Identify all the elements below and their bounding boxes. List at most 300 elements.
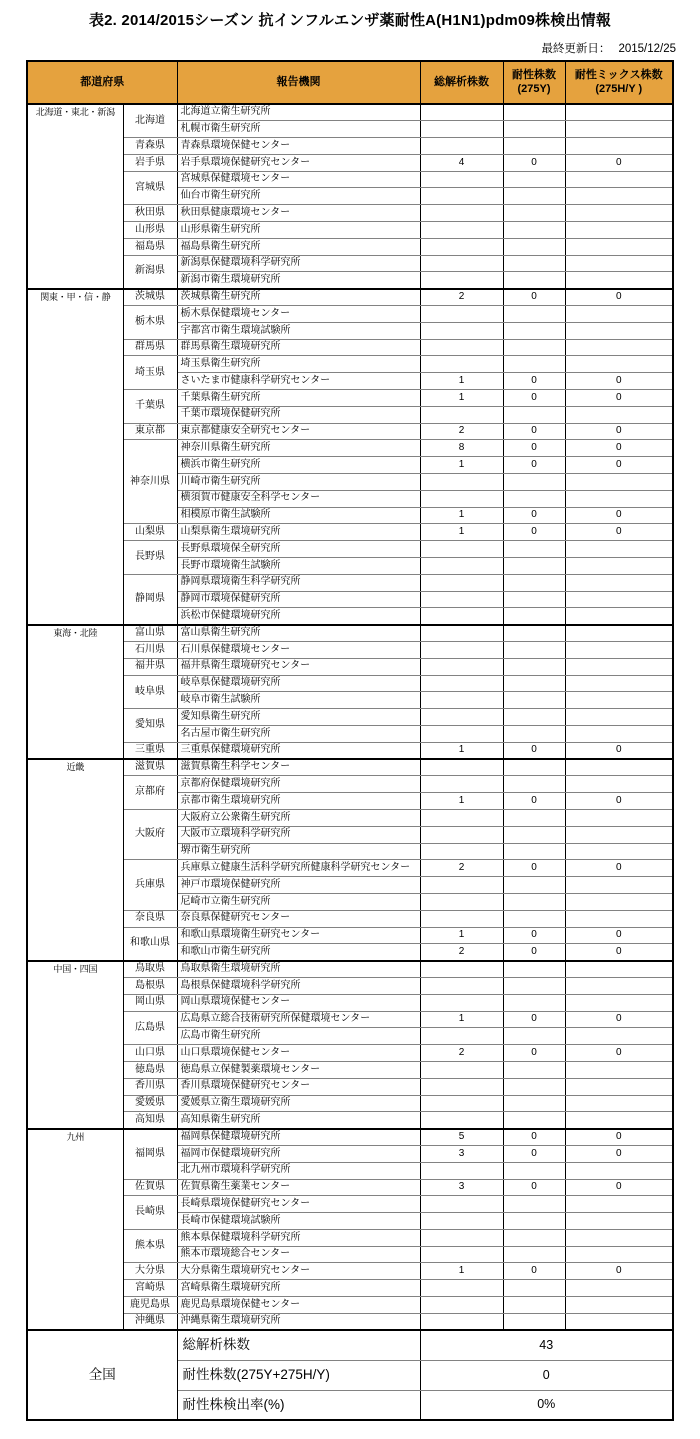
organization-cell: 滋賀県衛生科学センター	[177, 759, 420, 776]
resistant-strains-cell	[503, 692, 565, 709]
prefecture-cell: 宮崎県	[123, 1280, 177, 1297]
total-strains-cell	[420, 1229, 503, 1246]
resistant-mix-strains-cell	[565, 809, 673, 826]
total-strains-cell	[420, 255, 503, 272]
region-cell: 近畿	[27, 759, 123, 961]
resistant-mix-strains-cell	[565, 826, 673, 843]
resistant-mix-strains-cell	[565, 541, 673, 558]
resistant-mix-strains-cell	[565, 1229, 673, 1246]
resistant-mix-strains-cell: 0	[565, 860, 673, 877]
organization-cell: 宮崎県衛生環境研究所	[177, 1280, 420, 1297]
resistant-mix-strains-cell	[565, 625, 673, 642]
resistant-mix-strains-cell	[565, 591, 673, 608]
resistant-strains-cell: 0	[503, 1011, 565, 1028]
organization-cell: 尼崎市立衛生研究所	[177, 893, 420, 910]
table-row	[27, 910, 673, 927]
organization-cell: 高知県衛生研究所	[177, 1112, 420, 1129]
organization-cell: 広島県立総合技術研究所保健環境センター	[177, 1011, 420, 1028]
resistant-mix-strains-cell	[565, 1313, 673, 1330]
table-row	[27, 171, 673, 188]
summary-region-cell: 全国	[27, 1330, 177, 1420]
resistant-strains-cell	[503, 558, 565, 575]
table-row	[27, 154, 673, 171]
prefecture-cell: 青森県	[123, 138, 177, 155]
table-row	[27, 1280, 673, 1297]
total-strains-cell	[420, 238, 503, 255]
total-strains-cell	[420, 1213, 503, 1230]
organization-cell: 長野市環境衛生試験所	[177, 558, 420, 575]
resistant-mix-strains-cell	[565, 272, 673, 289]
total-strains-cell	[420, 877, 503, 894]
resistant-strains-cell: 0	[503, 1145, 565, 1162]
organization-cell: 茨城県衛生研究所	[177, 289, 420, 306]
resistant-mix-strains-cell	[565, 205, 673, 222]
resistant-mix-strains-cell	[565, 776, 673, 793]
resistant-strains-cell	[503, 356, 565, 373]
organization-cell: 山梨県衛生環境研究所	[177, 524, 420, 541]
organization-cell: 奈良県保健研究センター	[177, 910, 420, 927]
organization-cell: 宇都宮市衛生環境試験所	[177, 322, 420, 339]
resistant-mix-strains-cell	[565, 238, 673, 255]
table-row	[27, 709, 673, 726]
resistant-mix-strains-cell	[565, 490, 673, 507]
total-strains-cell	[420, 171, 503, 188]
resistant-mix-strains-cell	[565, 642, 673, 659]
column-header-resistant-mix-strains	[565, 61, 673, 104]
total-strains-cell	[420, 222, 503, 239]
total-strains-cell	[420, 826, 503, 843]
organization-cell: 佐賀県衛生薬業センター	[177, 1179, 420, 1196]
prefecture-cell: 静岡県	[123, 574, 177, 624]
resistant-mix-strains-cell	[565, 1061, 673, 1078]
prefecture-cell: 秋田県	[123, 205, 177, 222]
resistant-strains-cell	[503, 1095, 565, 1112]
total-strains-cell	[420, 809, 503, 826]
table-row	[27, 138, 673, 155]
resistant-mix-strains-cell	[565, 977, 673, 994]
resistant-strains-cell	[503, 709, 565, 726]
table-row	[27, 675, 673, 692]
resistant-strains-cell	[503, 406, 565, 423]
prefecture-cell: 岐阜県	[123, 675, 177, 709]
resistant-strains-cell	[503, 608, 565, 625]
total-strains-cell: 5	[420, 1129, 503, 1146]
column-header-resistant-strains	[503, 61, 565, 104]
resistant-mix-strains-cell	[565, 1246, 673, 1263]
summary-label-cell: 総解析株数	[177, 1330, 420, 1360]
last-updated-date: 2015/12/25	[618, 43, 676, 55]
summary-row	[27, 1330, 673, 1360]
table-row	[27, 776, 673, 793]
total-strains-cell	[420, 188, 503, 205]
total-strains-cell	[420, 1061, 503, 1078]
organization-cell: 静岡市環境保健研究所	[177, 591, 420, 608]
organization-cell: 横浜市衛生研究所	[177, 457, 420, 474]
total-strains-cell	[420, 1028, 503, 1045]
resistant-mix-strains-cell	[565, 1112, 673, 1129]
table-row	[27, 1263, 673, 1280]
resistant-strains-cell	[503, 541, 565, 558]
summary-section	[27, 1330, 673, 1420]
prefecture-cell: 大阪府	[123, 809, 177, 859]
prefecture-cell: 鹿児島県	[123, 1297, 177, 1314]
organization-cell: 新潟県保健環境科学研究所	[177, 255, 420, 272]
prefecture-cell: 岡山県	[123, 994, 177, 1011]
prefecture-cell: 群馬県	[123, 339, 177, 356]
total-strains-cell	[420, 910, 503, 927]
prefecture-cell: 神奈川県	[123, 440, 177, 524]
table-row	[27, 356, 673, 373]
organization-cell: 愛媛県立衛生環境研究所	[177, 1095, 420, 1112]
resistant-strains-cell	[503, 591, 565, 608]
region-cell: 関東・甲・信・静	[27, 289, 123, 625]
total-strains-cell: 2	[420, 1045, 503, 1062]
total-strains-cell	[420, 1162, 503, 1179]
resistant-mix-strains-cell	[565, 725, 673, 742]
organization-cell: 宮城県保健環境センター	[177, 171, 420, 188]
prefecture-cell: 大分県	[123, 1263, 177, 1280]
header-row	[27, 61, 673, 104]
prefecture-cell: 和歌山県	[123, 927, 177, 961]
organization-cell: 神奈川県衛生研究所	[177, 440, 420, 457]
organization-cell: 堺市衛生研究所	[177, 843, 420, 860]
total-strains-cell	[420, 725, 503, 742]
total-strains-cell	[420, 759, 503, 776]
total-strains-cell	[420, 608, 503, 625]
total-strains-cell	[420, 474, 503, 491]
prefecture-cell: 兵庫県	[123, 860, 177, 910]
resistant-mix-strains-cell: 0	[565, 1145, 673, 1162]
total-strains-cell	[420, 356, 503, 373]
resistant-strains-cell: 0	[503, 742, 565, 759]
resistant-strains-cell	[503, 809, 565, 826]
resistant-mix-strains-cell: 0	[565, 440, 673, 457]
total-strains-cell: 1	[420, 1263, 503, 1280]
summary-label-cell: 耐性株検出率(%)	[177, 1390, 420, 1420]
summary-value-cell: 0%	[420, 1390, 673, 1420]
resistant-mix-strains-cell: 0	[565, 742, 673, 759]
resistant-mix-strains-cell: 0	[565, 927, 673, 944]
table-row	[27, 440, 673, 457]
resistant-strains-cell: 0	[503, 1179, 565, 1196]
table-row	[27, 927, 673, 944]
organization-cell: 北九州市環境科学研究所	[177, 1162, 420, 1179]
resistant-mix-strains-cell: 0	[565, 457, 673, 474]
table-row	[27, 238, 673, 255]
total-strains-cell	[420, 104, 503, 121]
resistant-mix-strains-cell	[565, 406, 673, 423]
prefecture-cell: 鳥取県	[123, 961, 177, 978]
table-row	[27, 255, 673, 272]
resistant-mix-strains-cell	[565, 474, 673, 491]
resistant-strains-cell	[503, 1280, 565, 1297]
resistant-mix-strains-cell	[565, 1280, 673, 1297]
table-row	[27, 1095, 673, 1112]
total-strains-cell: 1	[420, 927, 503, 944]
total-strains-cell: 3	[420, 1145, 503, 1162]
resistant-strains-cell: 0	[503, 944, 565, 961]
table-row	[27, 742, 673, 759]
organization-cell: 浜松市保健環境研究所	[177, 608, 420, 625]
resistant-strains-cell	[503, 642, 565, 659]
table-row	[27, 574, 673, 591]
resistant-mix-strains-cell: 0	[565, 390, 673, 407]
column-header-mix-line1: 耐性ミックス株数	[574, 68, 663, 81]
resistant-mix-strains-cell	[565, 1162, 673, 1179]
table-row	[27, 306, 673, 323]
organization-cell: 大分県衛生環境研究センター	[177, 1263, 420, 1280]
resistant-mix-strains-cell	[565, 356, 673, 373]
resistant-strains-cell: 0	[503, 524, 565, 541]
resistant-mix-strains-cell	[565, 1196, 673, 1213]
organization-cell: 和歌山市衛生研究所	[177, 944, 420, 961]
resistant-mix-strains-cell: 0	[565, 1045, 673, 1062]
resistant-strains-cell	[503, 1229, 565, 1246]
resistant-strains-cell: 0	[503, 457, 565, 474]
resistant-strains-cell: 0	[503, 390, 565, 407]
organization-cell: 埼玉県衛生研究所	[177, 356, 420, 373]
total-strains-cell	[420, 406, 503, 423]
table-row	[27, 1112, 673, 1129]
organization-cell: 秋田県健康環境センター	[177, 205, 420, 222]
table-row	[27, 658, 673, 675]
resistant-mix-strains-cell: 0	[565, 1179, 673, 1196]
resistant-strains-cell	[503, 255, 565, 272]
resistant-mix-strains-cell: 0	[565, 423, 673, 440]
total-strains-cell	[420, 1297, 503, 1314]
resistant-mix-strains-cell	[565, 574, 673, 591]
table-body	[27, 104, 673, 1330]
table-row	[27, 759, 673, 776]
organization-cell: 福井県衛生環境研究センター	[177, 658, 420, 675]
resistant-mix-strains-cell	[565, 893, 673, 910]
total-strains-cell	[420, 558, 503, 575]
organization-cell: 青森県環境保健センター	[177, 138, 420, 155]
prefecture-cell: 新潟県	[123, 255, 177, 289]
resistant-mix-strains-cell	[565, 658, 673, 675]
table-row	[27, 1045, 673, 1062]
column-header-resistant-line1: 耐性株数	[512, 68, 556, 81]
organization-cell: 福岡市保健環境研究所	[177, 1145, 420, 1162]
organization-cell: 和歌山県環境衛生研究センター	[177, 927, 420, 944]
table-row	[27, 625, 673, 642]
resistant-strains-cell	[503, 238, 565, 255]
resistant-mix-strains-cell	[565, 675, 673, 692]
total-strains-cell	[420, 658, 503, 675]
last-updated	[24, 40, 676, 56]
resistant-strains-cell: 0	[503, 1045, 565, 1062]
table-row	[27, 1129, 673, 1146]
resistant-strains-cell	[503, 877, 565, 894]
table-row	[27, 642, 673, 659]
organization-cell: 石川県保健環境センター	[177, 642, 420, 659]
prefecture-cell: 高知県	[123, 1112, 177, 1129]
total-strains-cell	[420, 625, 503, 642]
summary-label-cell: 耐性株数(275Y+275H/Y)	[177, 1360, 420, 1390]
organization-cell: 徳島県立保健製薬環境センター	[177, 1061, 420, 1078]
organization-cell: 愛知県衛生研究所	[177, 709, 420, 726]
prefecture-cell: 島根県	[123, 977, 177, 994]
table-row	[27, 809, 673, 826]
resistant-strains-cell	[503, 1297, 565, 1314]
resistant-strains-cell	[503, 474, 565, 491]
resistant-mix-strains-cell	[565, 961, 673, 978]
total-strains-cell	[420, 977, 503, 994]
region-cell: 九州	[27, 1129, 123, 1331]
organization-cell: 栃木県保健環境センター	[177, 306, 420, 323]
resistant-mix-strains-cell: 0	[565, 507, 673, 524]
organization-cell: 島根県保健環境科学研究所	[177, 977, 420, 994]
total-strains-cell: 8	[420, 440, 503, 457]
organization-cell: 山形県衛生研究所	[177, 222, 420, 239]
total-strains-cell	[420, 1196, 503, 1213]
prefecture-cell: 山形県	[123, 222, 177, 239]
resistant-strains-cell	[503, 205, 565, 222]
resistant-strains-cell: 0	[503, 1263, 565, 1280]
resistant-mix-strains-cell	[565, 188, 673, 205]
resistant-mix-strains-cell	[565, 1095, 673, 1112]
resistant-strains-cell: 0	[503, 289, 565, 306]
total-strains-cell	[420, 272, 503, 289]
resistant-strains-cell	[503, 1112, 565, 1129]
column-header-organization: 報告機関	[177, 61, 420, 104]
total-strains-cell: 4	[420, 154, 503, 171]
prefecture-cell: 愛知県	[123, 709, 177, 743]
table-row	[27, 1011, 673, 1028]
resistant-mix-strains-cell: 0	[565, 373, 673, 390]
summary-value-cell: 43	[420, 1330, 673, 1360]
resistant-strains-cell	[503, 138, 565, 155]
resistant-strains-cell	[503, 776, 565, 793]
total-strains-cell	[420, 1246, 503, 1263]
resistant-mix-strains-cell: 0	[565, 793, 673, 810]
column-header-total-strains: 総解析株数	[420, 61, 503, 104]
organization-cell: 富山県衛生研究所	[177, 625, 420, 642]
total-strains-cell	[420, 1112, 503, 1129]
total-strains-cell	[420, 138, 503, 155]
total-strains-cell	[420, 893, 503, 910]
organization-cell: 山口県環境保健センター	[177, 1045, 420, 1062]
resistant-mix-strains-cell	[565, 104, 673, 121]
table-row	[27, 423, 673, 440]
total-strains-cell	[420, 121, 503, 138]
organization-cell: 横須賀市健康安全科学センター	[177, 490, 420, 507]
resistant-mix-strains-cell	[565, 994, 673, 1011]
resistant-strains-cell	[503, 104, 565, 121]
total-strains-cell	[420, 961, 503, 978]
total-strains-cell	[420, 994, 503, 1011]
table-row	[27, 222, 673, 239]
total-strains-cell: 1	[420, 742, 503, 759]
organization-cell: 大阪府立公衆衛生研究所	[177, 809, 420, 826]
organization-cell: 鹿児島県環境保健センター	[177, 1297, 420, 1314]
organization-cell: 熊本市環境総合センター	[177, 1246, 420, 1263]
prefecture-cell: 香川県	[123, 1078, 177, 1095]
prefecture-cell: 京都府	[123, 776, 177, 810]
prefecture-cell: 滋賀県	[123, 759, 177, 776]
prefecture-cell: 沖縄県	[123, 1313, 177, 1330]
table-row	[27, 1078, 673, 1095]
resistant-strains-cell	[503, 121, 565, 138]
organization-cell: 名古屋市衛生研究所	[177, 725, 420, 742]
prefecture-cell: 愛媛県	[123, 1095, 177, 1112]
resistant-mix-strains-cell: 0	[565, 1129, 673, 1146]
prefecture-cell: 佐賀県	[123, 1179, 177, 1196]
resistant-mix-strains-cell	[565, 1297, 673, 1314]
total-strains-cell: 1	[420, 457, 503, 474]
resistant-mix-strains-cell	[565, 608, 673, 625]
total-strains-cell	[420, 205, 503, 222]
organization-cell: 福岡県保健環境研究所	[177, 1129, 420, 1146]
organization-cell: 相模原市衛生試験所	[177, 507, 420, 524]
total-strains-cell: 2	[420, 289, 503, 306]
table-header	[27, 61, 673, 104]
region-cell: 東海・北陸	[27, 625, 123, 759]
table-row	[27, 1313, 673, 1330]
prefecture-cell: 千葉県	[123, 390, 177, 424]
resistant-strains-cell	[503, 843, 565, 860]
total-strains-cell	[420, 490, 503, 507]
prefecture-cell: 栃木県	[123, 306, 177, 340]
table-row	[27, 390, 673, 407]
organization-cell: 岐阜県保健環境研究所	[177, 675, 420, 692]
resistant-mix-strains-cell: 0	[565, 289, 673, 306]
resistant-strains-cell	[503, 910, 565, 927]
region-cell: 中国・四国	[27, 961, 123, 1129]
table-row	[27, 1297, 673, 1314]
resistant-strains-cell	[503, 574, 565, 591]
last-updated-label: 最終更新日：	[541, 43, 611, 55]
total-strains-cell: 1	[420, 1011, 503, 1028]
prefecture-cell: 山梨県	[123, 524, 177, 541]
prefecture-cell: 福岡県	[123, 1129, 177, 1179]
resistant-mix-strains-cell: 0	[565, 154, 673, 171]
organization-cell: 京都市衛生環境研究所	[177, 793, 420, 810]
resistant-strains-cell	[503, 1028, 565, 1045]
organization-cell: さいたま市健康科学研究センター	[177, 373, 420, 390]
resistant-strains-cell: 0	[503, 927, 565, 944]
resistant-mix-strains-cell: 0	[565, 1011, 673, 1028]
total-strains-cell: 1	[420, 373, 503, 390]
organization-cell: 長崎市保健環境試験所	[177, 1213, 420, 1230]
resistant-strains-cell	[503, 1246, 565, 1263]
page-title: 表2. 2014/2015シーズン 抗インフルエンザ薬耐性A(H1N1)pdm09株検出情報	[88, 12, 612, 29]
organization-cell: 大阪市立環境科学研究所	[177, 826, 420, 843]
total-strains-cell: 3	[420, 1179, 503, 1196]
organization-cell: 岡山県環境保健センター	[177, 994, 420, 1011]
table-row	[27, 524, 673, 541]
total-strains-cell	[420, 692, 503, 709]
resistant-mix-strains-cell	[565, 222, 673, 239]
organization-cell: 千葉市環境保健研究所	[177, 406, 420, 423]
resistant-strains-cell	[503, 961, 565, 978]
resistant-strains-cell	[503, 188, 565, 205]
table-row	[27, 1061, 673, 1078]
organization-cell: 群馬県衛生環境研究所	[177, 339, 420, 356]
resistant-mix-strains-cell	[565, 843, 673, 860]
prefecture-cell: 徳島県	[123, 1061, 177, 1078]
organization-cell: 東京都健康安全研究センター	[177, 423, 420, 440]
resistant-mix-strains-cell	[565, 306, 673, 323]
total-strains-cell	[420, 306, 503, 323]
organization-cell: 千葉県衛生研究所	[177, 390, 420, 407]
prefecture-cell: 長崎県	[123, 1196, 177, 1230]
resistant-strains-cell: 0	[503, 793, 565, 810]
resistant-mix-strains-cell	[565, 1213, 673, 1230]
organization-cell: 広島市衛生研究所	[177, 1028, 420, 1045]
prefecture-cell: 富山県	[123, 625, 177, 642]
total-strains-cell	[420, 1095, 503, 1112]
